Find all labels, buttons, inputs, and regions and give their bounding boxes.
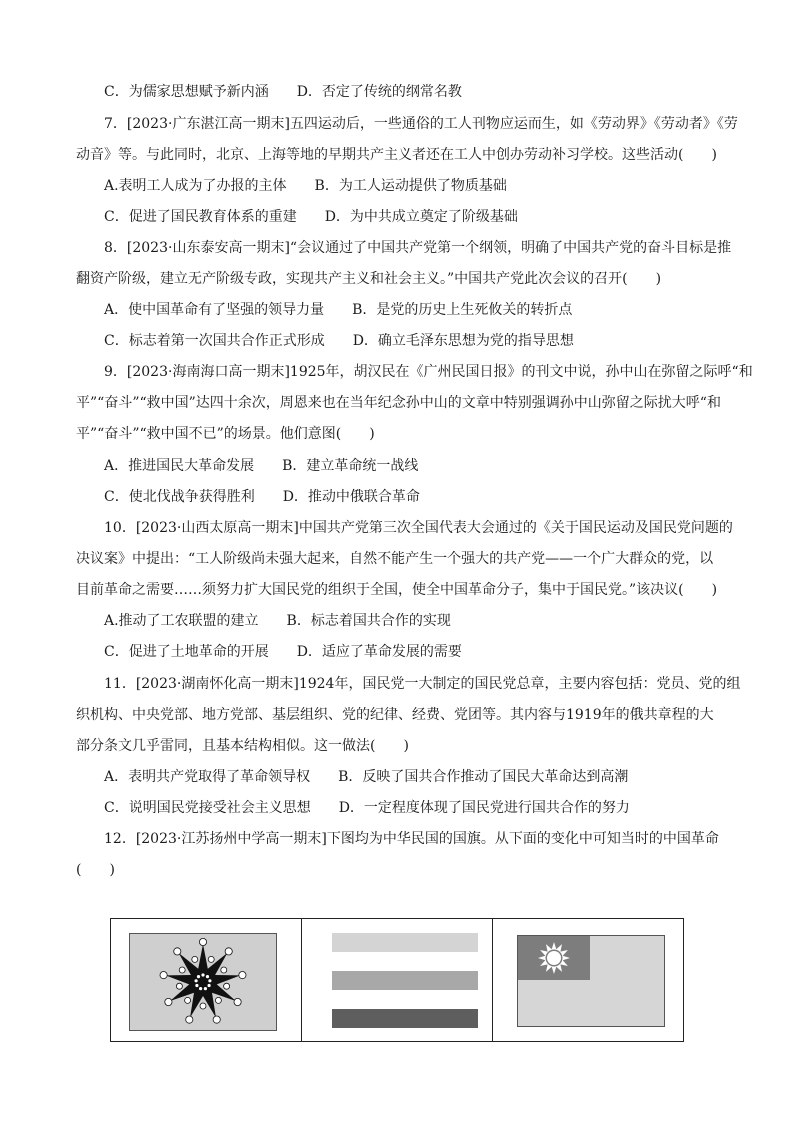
option-line: C．说明国民党接受社会主义思想 D．一定程度体现了国民党进行国共合作的努力	[104, 800, 630, 816]
flag-panel-2	[302, 919, 493, 1041]
option-line: A.推动了工农联盟的建立 B．标志着国共合作的实现	[104, 613, 451, 629]
question-8-cont: 翻资产阶级，建立无产阶级专政，实现共产主义和社会主义。”中国共产党此次会议的召开( )	[76, 271, 662, 287]
question-9-cont: 平”“奋斗”“救中国”达四十余次，周恩来也在当年纪念孙中山的文章中特别强调孙中山弥留之际扰大呼“和	[76, 395, 721, 411]
question-7: 7．[2023·广东湛江高一期末]五四运动后，一些通俗的工人刊物应运而生，如《劳动界》《劳动者》《劳	[104, 116, 738, 132]
question-9: 9．[2023·海南海口高一期末]1925年，胡汉民在《广州民国日报》的刊文中说，孙中山在弥留之际呼“和	[104, 364, 753, 380]
blue-sky-white-sun-flag	[517, 935, 665, 1027]
option-line: A．推进国民大革命发展 B．建立革命统一战线	[104, 458, 419, 474]
option-line: A．使中国革命有了坚强的领导力量 B．是党的历史上生死攸关的转折点	[104, 302, 573, 318]
option-line: A．表明共产党取得了革命领导权 B．反映了国共合作推动了国民大革命达到高潮	[104, 769, 629, 785]
question-12-cont: ( )	[76, 862, 115, 878]
flag-panel-1	[111, 919, 302, 1041]
question-10: 10．[2023·山西太原高一期末]中国共产党第三次全国代表大会通过的《关于国民运动及国民党问题的	[104, 520, 733, 536]
option-line: A.表明工人成为了办报的主体 B．为工人运动提供了物质基础	[104, 178, 507, 194]
flag-stripe-3	[332, 971, 478, 990]
option-line: C．促进了土地革命的开展 D．适应了革命发展的需要	[104, 644, 462, 660]
eighteen-star-emblem-icon	[129, 933, 277, 1031]
question-11: 11．[2023·湖南怀化高一期末]1924年，国民党一大制定的国民党总章，主要内容包括：党员、党的组	[104, 676, 741, 692]
flag-stripe-5	[332, 1009, 478, 1028]
flag-panel-3	[493, 919, 683, 1041]
question-9-cont: 平”“奋斗”“救中国不已”的场景。他们意图( )	[76, 426, 375, 442]
question-7-cont: 动音》等。与此同时，北京、上海等地的早期共产主义者还在工人中创办劳动补习学校。这些活动( )	[76, 147, 717, 163]
flag-stripe-4	[332, 990, 478, 1009]
question-10-cont: 目前革命之需要……须努力扩大国民党的组织于全国，使全中国革命分子，集中于国民党。”该决议( )	[76, 582, 718, 598]
question-12: 12．[2023·江苏扬州中学高一期末]下图均为中华民国的国旗。从下面的变化中可知当时的中国革命	[104, 831, 719, 847]
question-8: 8．[2023·山东泰安高一期末]“会议通过了中国共产党第一个纲领，明确了中国共产党的奋斗目标是推	[104, 240, 732, 256]
flag-stripe-1	[332, 933, 478, 952]
flag-canton	[518, 936, 590, 980]
option-line: C．标志着第一次国共合作正式形成 D．确立毛泽东思想为党的指导思想	[104, 333, 574, 349]
option-line: C．使北伐战争获得胜利 D．推动中俄联合革命	[104, 489, 420, 505]
question-10-cont: 决议案》中提出：“工人阶级尚未强大起来，自然不能产生一个强大的共产党——一个广大群众的党，以	[76, 551, 714, 567]
flags-figure	[110, 918, 684, 1042]
option-line: C．促进了国民教育体系的重建 D．为中共成立奠定了阶级基础	[104, 209, 518, 225]
question-11-cont: 部分条文几乎雷同，且基本结构相似。这一做法( )	[76, 738, 409, 754]
flag-stripe-2	[332, 952, 478, 971]
nine-star-flag	[129, 933, 277, 1031]
question-11-cont: 织机构、中央党部、地方党部、基层组织、党的纪律、经费、党团等。其内容与1919年的俄共章程的大	[76, 707, 714, 723]
white-sun-icon	[518, 936, 590, 980]
option-line: C．为儒家思想赋予新内涵 D．否定了传统的纲常名教	[104, 84, 462, 100]
